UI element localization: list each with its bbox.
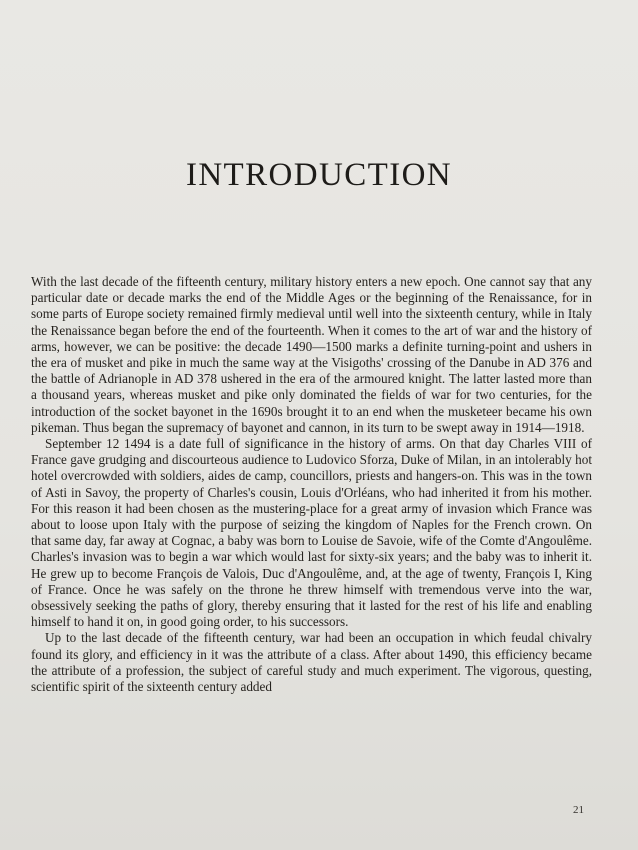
paragraph-3: Up to the last decade of the fifteenth century, war had been an occupation in which feudal chivalry found its glory, and efficiency in it was the attribute of a class. After about 1490, this efficiency became the attribute of a profession, the subject of careful study and much experiment. The vigorous, questing, scientific spirit of the sixteenth century added: [31, 630, 592, 695]
paragraph-1: With the last decade of the fifteenth century, military history enters a new epoch. One cannot say that any particular date or decade marks the end of the Middle Ages or the beginning of the Renaissance, for in some parts of Europe society remained firmly medieval until well into the sixteenth century, while in Italy the Renaissance began before the end of the fourteenth. When it comes to the art of war and the history of arms, however, we can be positive: the decade 1490—1500 marks a definite turning-point and ushers in the era of musket and pike in much the same way at the Visigoths' crossing of the Danube in AD 376 and the battle of Adrianople in AD 378 ushered in the era of the armoured knight. The latter lasted more than a thousand years, whereas musket and pike only dominated the fields of war for two centuries, for the introduction of the socket bayonet in the 1690s brought it to an end when the musketeer became his own pikeman. Thus began the supremacy of bayonet and cannon, in its turn to be swept away in 1914—1918.: [31, 274, 592, 435]
body-text: [31, 274, 592, 695]
chapter-title: INTRODUCTION: [185, 157, 453, 194]
page-number: 21: [573, 804, 584, 816]
paragraph-2: September 12 1494 is a date full of significance in the history of arms. On that day Charles VIII of France gave grudging and discourteous audience to Ludovico Sforza, Duke of Milan, in an intolerably hot hotel overcrowded with soldiers, aides de camp, councillors, priests and hangers-on. This was in the town of Asti in Savoy, the property of Charles's cousin, Louis d'Orléans, who had inherited it from his mother. For this reason it had been chosen as the mustering-place for a great army of invasion which France was about to loose upon Italy with the purpose of seizing the kingdom of Naples for the French crown. On that same day, far away at Cognac, a baby was born to Louise de Savoie, wife of the Comte d'Angoulême. Charles's invasion was to begin a war which would last for sixty-six years; and the baby was to inherit it. He grew up to become François de Valois, Duc d'Angoulême, and, at the age of twenty, François I, King of France. Once he was safely on the throne he threw himself with tremendous verve into the war, obsessively seeking the paths of glory, thereby ensuring that it lasted for the rest of his life and enabling himself to hand it on, in good going order, to his successors.: [31, 436, 592, 630]
